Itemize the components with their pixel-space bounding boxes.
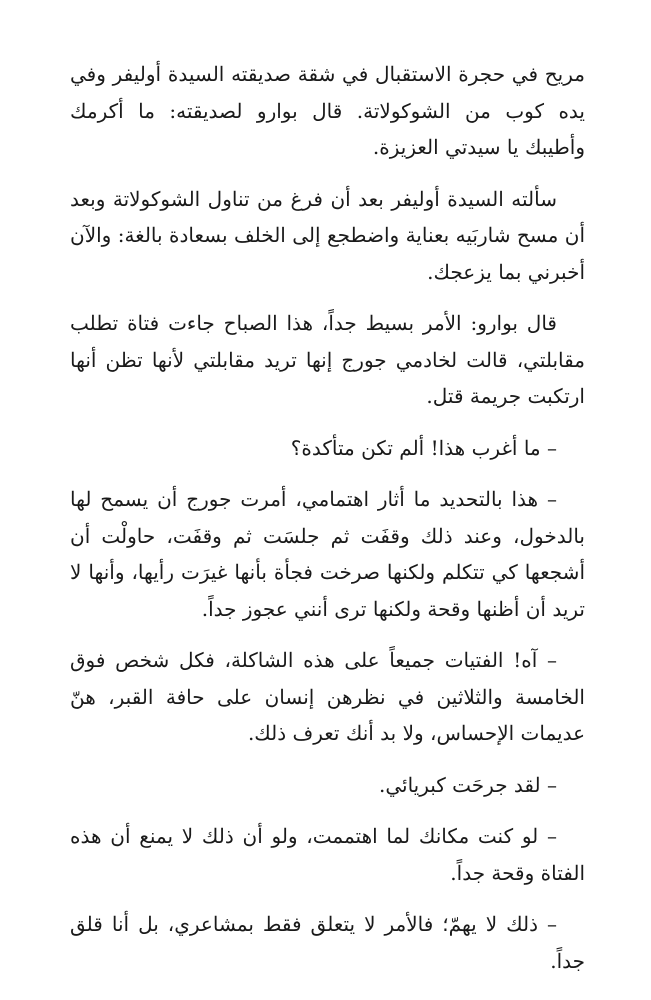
dialogue-line-4: – لقد جرحَت كبريائي. — [378, 772, 557, 797]
paragraph-1: مريح في حجرة الاستقبال في شقة صديقته السيدة أوليفر وفي يده كوب من الشوكولاتة. قال بوارو لصديقته: ما أكرمك وأطيبك يا سيدتي العزيزة. — [70, 62, 585, 159]
dialogue-line-5: – لو كنت مكانك لما اهتممت، ولو أن ذلك لا يمنع أن هذه الفتاة وقحة جداً. — [70, 824, 585, 885]
paragraph-2: سألته السيدة أوليفر بعد أن فرغ من تناول الشوكولاتة وبعد أن مسح شاربَيه بعناية واضطجع إلى الخلف بسعادة بالغة: والآن أخبرني بما يزعجك. — [70, 186, 585, 284]
dialogue-line-3: – آه! الفتيات جميعاً على هذه الشاكلة، فكل شخص فوق الخامسة والثلاثين في نظرهن إنسان على حافة القبر، هنّ عديمات الإحساس، ولا بد أنك تعرف ذلك. — [70, 648, 585, 745]
dialogue-line-2: – هذا بالتحديد ما أثار اهتمامي، أمرت جورج أن يسمح لها بالدخول، وعند ذلك وقفَت ثم جلسَت ثم وقفَت، حاولْت أن أشجعها كي تتكلم ولكنها صرخت فجأة بأنها غيرَت رأيها، وأنها لا تريد أن أظنها وقحة ولكنها ترى أنني عجوز جداً. — [70, 487, 585, 621]
book-page — [70, 56, 585, 994]
dialogue-line-6: – ذلك لا يهمّ؛ فالأمر لا يتعلق فقط بمشاعري، بل أنا قلق جداً. — [70, 912, 585, 973]
dialogue-line-1: – ما أغرب هذا! ألم تكن متأكدة؟ — [290, 435, 557, 460]
paragraph-3: قال بوارو: الأمر بسيط جداً، هذا الصباح جاءت فتاة تطلب مقابلتي، قالت لخادمي جورج إنها تريد مقابلتي لأنها تظن أنها ارتكبت جريمة قتل. — [70, 311, 585, 408]
